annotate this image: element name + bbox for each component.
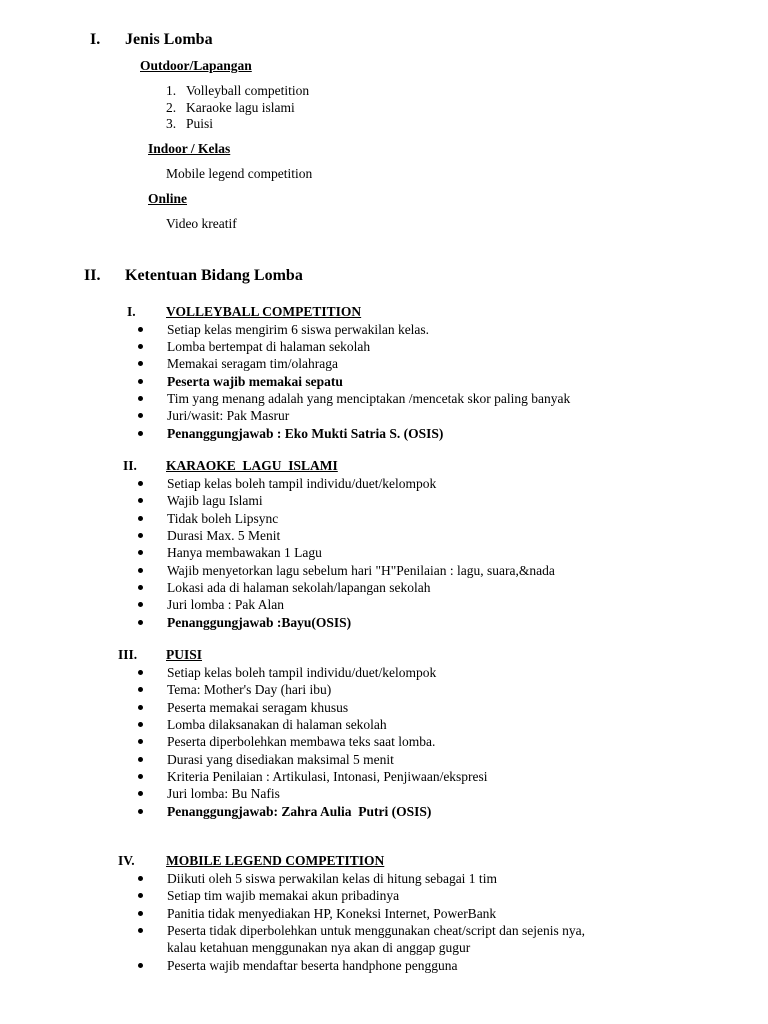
list-item-text: Memakai seragam tim/olahraga [167,356,338,371]
bullet-icon [138,670,143,675]
outdoor-item-number: 1. [166,83,177,98]
bullet-icon [138,791,143,796]
list-item-text: Kriteria Penilaian : Artikulasi, Intonasi, Penjiwaan/ekspresi [167,769,488,784]
list-item-text: Panitia tidak menyediakan HP, Koneksi Internet, PowerBank [167,906,497,921]
bullet-icon [138,361,143,366]
indoor-text: Mobile legend competition [166,166,313,181]
bullet-icon [138,481,143,486]
list-item-text: Setiap tim wajib memakai akun pribadinya [167,888,400,903]
bullet-icon [138,876,143,881]
list-item-text: Setiap kelas boleh tampil individu/duet/kelompok [167,476,437,491]
list-item-text: Juri lomba : Pak Alan [167,597,284,612]
list-item-text: Diikuti oleh 5 siswa perwakilan kelas di hitung sebagai 1 tim [167,871,497,886]
subsection-title: PUISI [166,647,203,662]
section-2-title: Ketentuan Bidang Lomba [125,267,303,284]
bullet-icon [138,379,143,384]
bullet-icon [138,413,143,418]
bullet-icon [138,533,143,538]
list-item-text: Setiap kelas boleh tampil individu/duet/kelompok [167,665,437,680]
outdoor-item-number: 2. [166,100,177,115]
list-item-text: Juri lomba: Bu Nafis [167,786,280,801]
bullet-icon [138,911,143,916]
list-item-text: Wajib lagu Islami [167,493,263,508]
subsection-title: KARAOKE LAGU ISLAMI [166,458,338,473]
list-item-text: Hanya membawakan 1 Lagu [167,545,322,560]
online-text: Video kreatif [166,216,237,231]
bullet-icon [138,809,143,814]
bullet-icon [138,585,143,590]
outdoor-item [166,116,214,132]
list-item-text: Tim yang menang adalah yang menciptakan /mencetak skor paling banyak [167,391,571,406]
list-item-text: Peserta wajib memakai sepatu [167,374,343,389]
bullet-icon [138,739,143,744]
bullet-icon [138,928,143,933]
list-item-text: Durasi Max. 5 Menit [167,528,281,543]
list-item-text: Juri/wasit: Pak Masrur [167,408,290,423]
bullet-icon [138,344,143,349]
list-item-text: Peserta memakai seragam khusus [167,700,349,715]
bullet-icon [138,568,143,573]
bullet-icon [138,498,143,503]
section-2-number: II. [84,267,101,284]
list-item-text: Wajib menyetorkan lagu sebelum hari "H"Penilaian : lagu, suara,&nada [167,563,555,578]
bullet-icon [138,722,143,727]
outdoor-item-text: Karaoke lagu islami [186,100,295,115]
list-item-text: Peserta tidak diperbolehkan untuk menggunakan cheat/script dan sejenis nya, [167,923,585,938]
subsection-title: MOBILE LEGEND COMPETITION [166,853,385,868]
outdoor-item [166,83,310,99]
bullet-icon [138,963,143,968]
online-heading: Online [148,191,188,206]
list-item-text: Penanggungjawab :Bayu(OSIS) [167,615,352,630]
outdoor-item-number: 3. [166,116,177,131]
bullet-icon [138,602,143,607]
list-item-text: Peserta diperbolehkan membawa teks saat lomba. [167,734,436,749]
outdoor-heading: Outdoor/Lapangan [140,58,252,73]
list-item-text-continued: kalau ketahuan menggunakan nya akan di anggap gugur [167,940,471,955]
bullet-icon [138,774,143,779]
list-item-text: Lokasi ada di halaman sekolah/lapangan sekolah [167,580,431,595]
bullet-icon [138,893,143,898]
bullet-icon [138,396,143,401]
indoor-heading: Indoor / Kelas [148,141,231,156]
bullet-icon [138,757,143,762]
list-item-text: Setiap kelas mengirim 6 siswa perwakilan kelas. [167,322,430,337]
bullet-icon [138,550,143,555]
section-1-title: Jenis Lomba [125,31,213,48]
subsection-number: I. [127,304,136,319]
list-item-text: Lomba dilaksanakan di halaman sekolah [167,717,387,732]
list-item-text: Peserta wajib mendaftar beserta handphone pengguna [167,958,458,973]
subsection-number: II. [123,458,137,473]
bullet-icon [138,327,143,332]
list-item-text: Tidak boleh Lipsync [167,511,279,526]
subsection-title: VOLLEYBALL COMPETITION [166,304,362,319]
list-item-text: Penanggungjawab: Zahra Aulia Putri (OSIS) [167,804,432,819]
list-item-text: Penanggungjawab : Eko Mukti Satria S. (OSIS) [167,426,444,441]
section-1-number: I. [90,31,101,48]
outdoor-item [166,100,295,116]
list-item-text: Durasi yang disediakan maksimal 5 menit [167,752,394,767]
outdoor-item-text: Volleyball competition [186,83,310,98]
bullet-icon [138,431,143,436]
subsection-number: IV. [118,853,135,868]
list-item-text: Tema: Mother's Day (hari ibu) [167,682,332,697]
bullet-icon [138,516,143,521]
bullet-icon [138,620,143,625]
bullet-icon [138,687,143,692]
bullet-icon [138,705,143,710]
list-item-text: Lomba bertempat di halaman sekolah [167,339,371,354]
outdoor-item-text: Puisi [186,116,214,131]
subsection-number: III. [118,647,138,662]
